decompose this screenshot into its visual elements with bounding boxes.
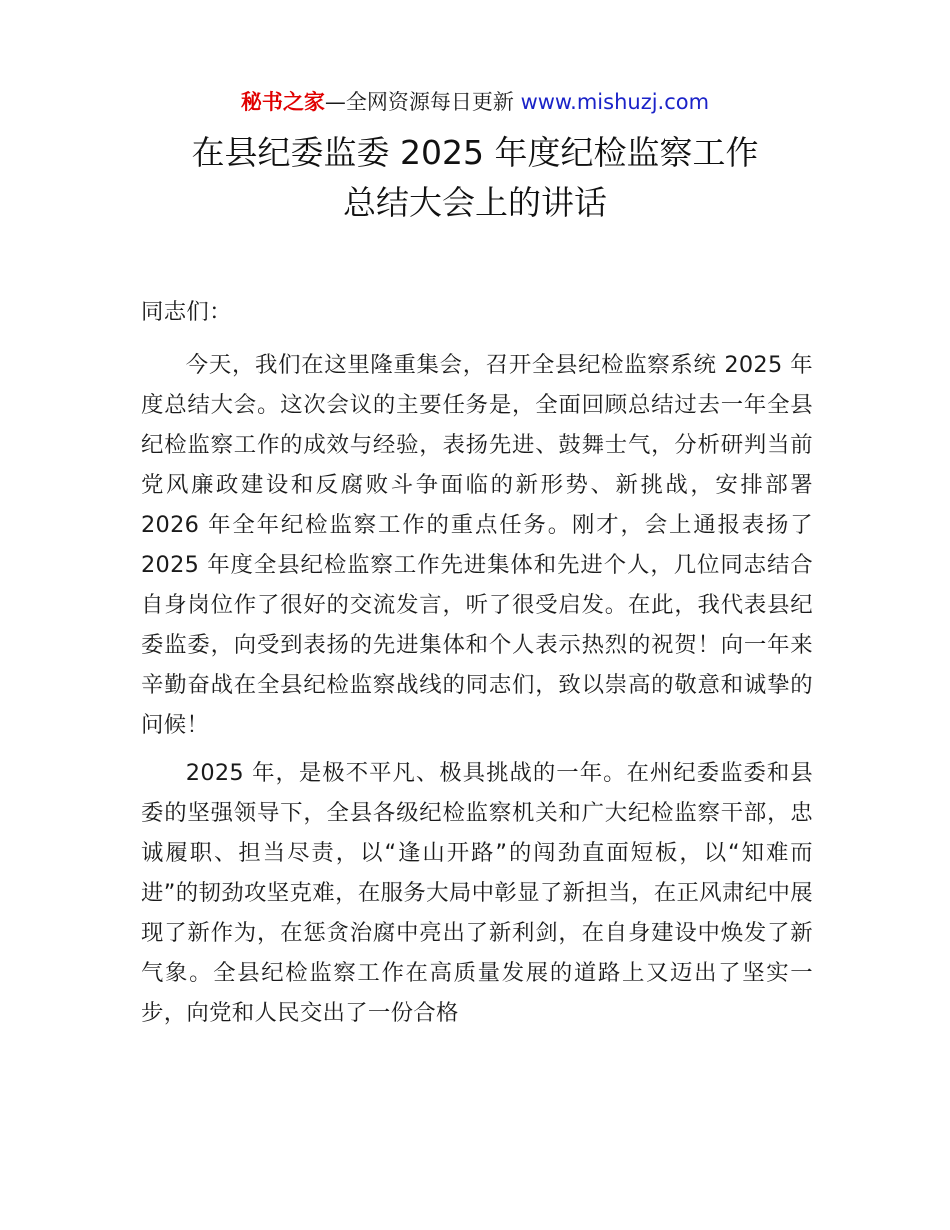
site-url-link[interactable]: www.mishuzj.com — [520, 90, 710, 114]
document-body — [141, 292, 813, 1033]
header-tagline: —全网资源每日更新 — [324, 90, 521, 114]
brand-name: 秘书之家 — [240, 90, 325, 114]
title-line-2: 总结大会上的讲话 — [343, 183, 607, 222]
document-title — [0, 128, 950, 228]
site-header — [0, 86, 950, 118]
salutation: 同志们： — [141, 299, 232, 325]
paragraph-2: 2025 年，是极不平凡、极具挑战的一年。在州纪委监委和县委的坚强领导下，全县各级纪检监察机关和广大纪检监察干部，忠诚履职、担当尽责，以“逢山开路”的闯劲直面短板，以“知难而进”的韧劲攻坚克难，在服务大局中彰显了新担当，在正风肃纪中展现了新作为，在惩贪治腐中亮出了新利剑，在自身建设中焕发了新气象。全县纪检监察工作在高质量发展的道路上又迈出了坚实一步，向党和人民交出了一份合格 — [141, 760, 813, 1026]
title-line-1: 在县纪委监委 2025 年度纪检监察工作 — [191, 133, 759, 172]
paragraph-1: 今天，我们在这里隆重集会，召开全县纪检监察系统 2025 年度总结大会。这次会议的主要任务是，全面回顾总结过去一年全县纪检监察工作的成效与经验，表扬先进、鼓舞士气，分析研判当前党风廉政建设和反腐败斗争面临的新形势、新挑战，安排部署 2026 年全年纪检监察工作的重点任务。刚才，会上通报表扬了 2025 年度全县纪检监察工作先进集体和先进个人，几位同志结合自身岗位作了很好的交流发言，听了很受启发。在此，我代表县纪委监委，向受到表扬的先进集体和个人表示热烈的祝贺！向一年来辛勤奋战在全县纪检监察战线的同志们，致以崇高的敬意和诚挚的问候！ — [141, 352, 813, 738]
